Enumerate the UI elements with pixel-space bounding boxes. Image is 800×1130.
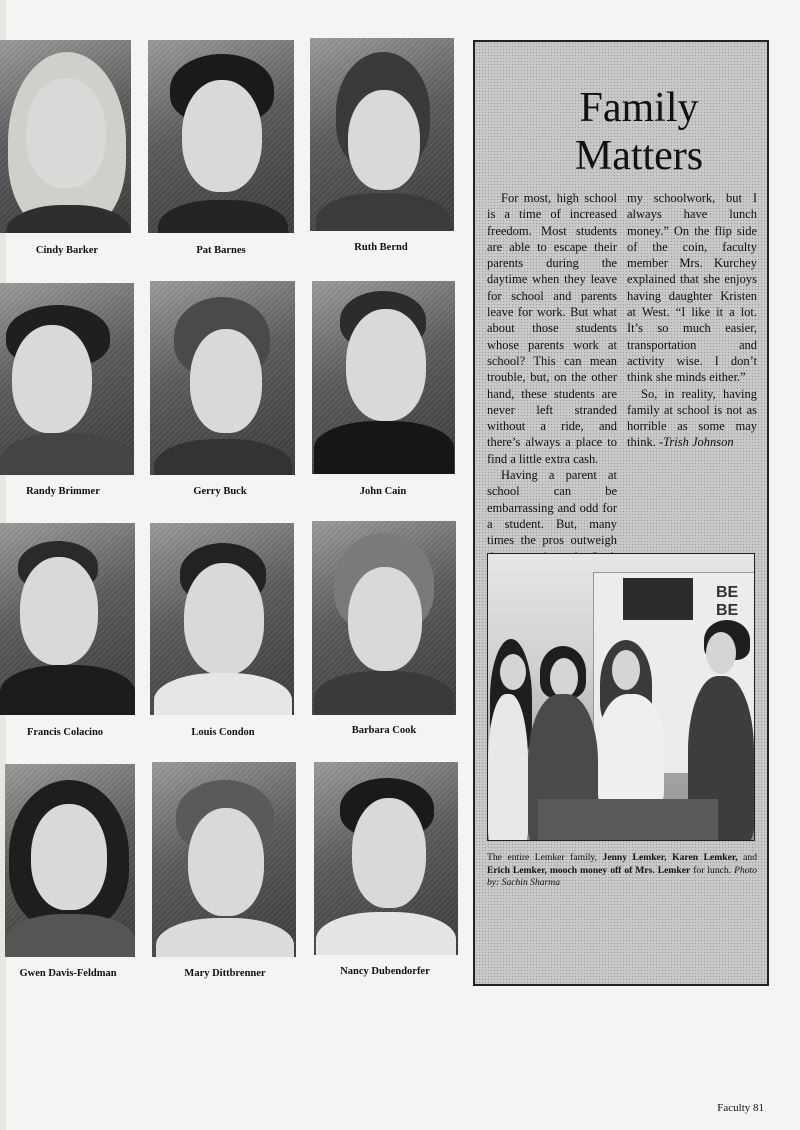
- portrait-caption: Cindy Barker: [35, 245, 99, 256]
- portrait-caption: Pat Barnes: [196, 245, 246, 256]
- byline: -Trish Johnson: [658, 435, 734, 450]
- feature-story: [487, 190, 757, 585]
- folio-page-number: 81: [753, 1102, 764, 1114]
- portrait-caption: Ruth Bernd: [354, 242, 408, 253]
- portrait-photo: [314, 762, 458, 955]
- story-paragraph: For most, high school is a time of increased freedom. Most students are able to escape their parents during the daytime when they leave for school and parents leave for work. But what about those students whose parents work at school? This can mean trouble, but, on the other hand, these students are never left stranded without a ride, and there’s always a place to find a little extra cash.: [487, 191, 617, 466]
- photo-caption: The entire Lemker family, Jenny Lemker, Karen Lemker, and Erich Lemker, mooch money off of Mrs. Lemker for lunch. Photo by: Sachin Sharma: [487, 852, 757, 888]
- portrait-photo: [150, 523, 294, 715]
- photo-credit: Photo by: Sachin Sharma: [487, 864, 757, 888]
- story-paragraph: So, in reality, having family at school is not as horrible as some may think. -Trish Johnson: [627, 386, 757, 450]
- portrait-caption: Francis Colacino: [26, 727, 104, 738]
- photo-sign: BE BE: [716, 584, 739, 619]
- portrait-photo: [0, 40, 131, 233]
- portrait-caption: Gwen Davis-Feldman: [19, 968, 117, 979]
- portrait-caption: John Cain: [359, 486, 407, 497]
- portrait-photo: [312, 281, 455, 474]
- portrait-caption: Nancy Dubendorfer: [340, 966, 430, 977]
- folio-section: Faculty: [717, 1102, 751, 1114]
- portrait-caption: Randy Brimmer: [26, 486, 100, 497]
- lemker-family-photo: [487, 553, 755, 841]
- feature-sidebar: [473, 40, 769, 986]
- portrait-caption: Louis Condon: [191, 727, 255, 738]
- page-folio: [717, 1102, 764, 1114]
- feature-title: Family Matters: [574, 85, 704, 179]
- portrait-photo: [5, 764, 135, 957]
- portrait-caption: Barbara Cook: [351, 725, 417, 736]
- portrait-photo: [310, 38, 454, 231]
- portrait-photo: [0, 523, 135, 715]
- story-paragraph: Having a parent at school can be embarrassing and odd for a student. But, many times the pros outweigh my schoolwork, but I always have lunch money.” On the flip side of the coin, faculty member Mrs. Kurchey explained that she enjoys having daughter Kristen at West. “I like it a lot. It’s so much easier, transportation and activity wise. I don’t think she minds either.”: [487, 191, 757, 548]
- portrait-caption: Mary Dittbrenner: [184, 968, 266, 979]
- portrait-photo: [312, 521, 456, 715]
- portrait-photo: [152, 762, 296, 957]
- portrait-photo: [0, 283, 134, 475]
- portrait-photo: [148, 40, 294, 233]
- portrait-caption: Gerry Buck: [193, 486, 247, 497]
- portrait-photo: [150, 281, 295, 475]
